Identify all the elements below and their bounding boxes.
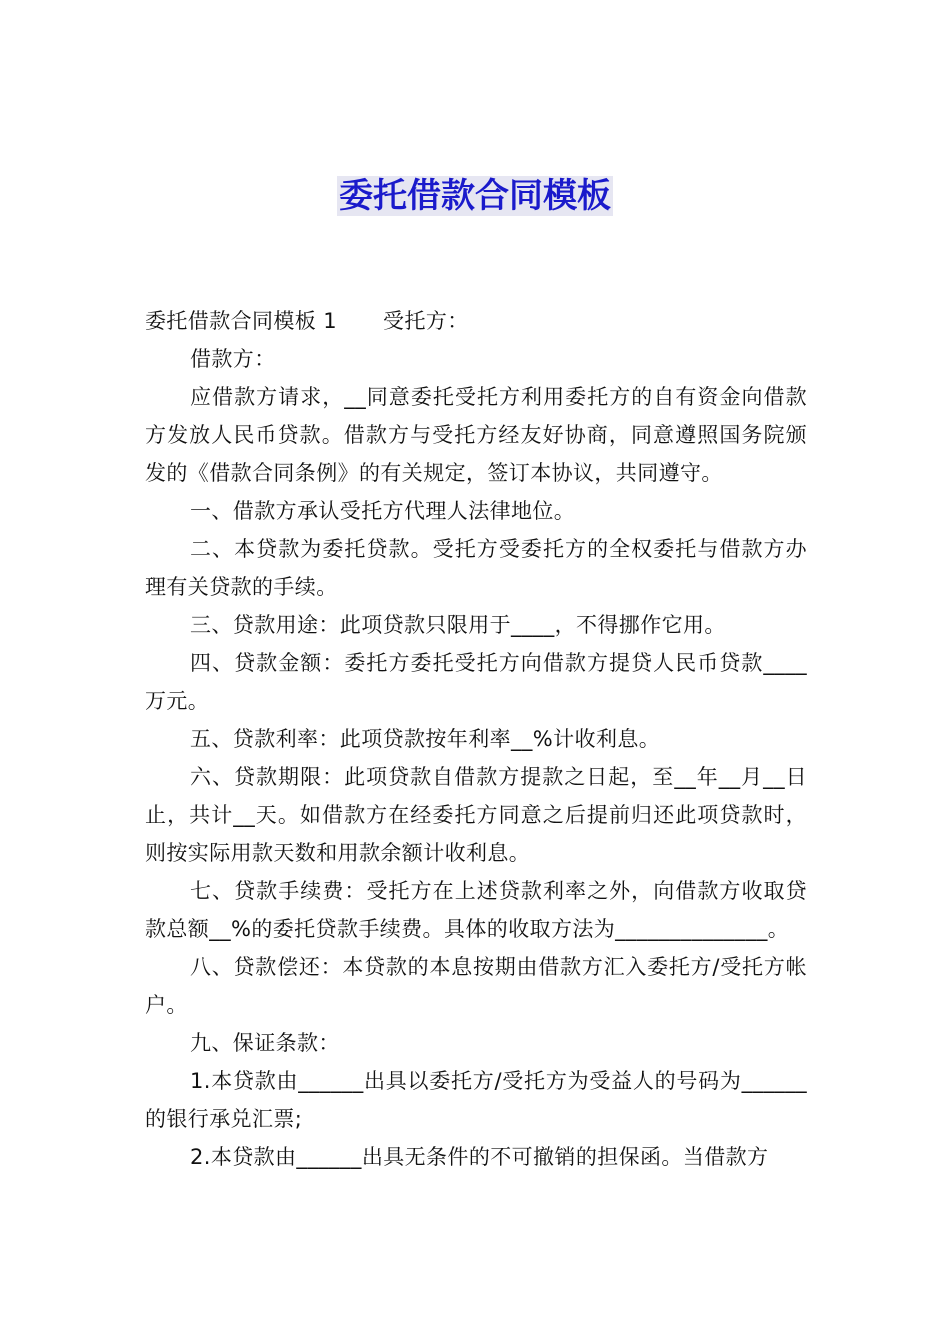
- intro-heading: 委托借款合同模板 1: [145, 309, 338, 333]
- document-title: [0, 172, 950, 220]
- clause-8: 八、贷款偿还：本贷款的本息按期由借款方汇入委托方/受托方帐户。: [145, 955, 807, 1017]
- paragraph-preamble: 应借款方请求，__同意委托受托方利用委托方的自有资金向借款方发放人民币贷款。借款方与受托方经友好协商，同意遵照国务院颁发的《借款合同条例》的有关规定，签订本协议，共同遵守。: [145, 385, 807, 485]
- clause-2: 二、本贷款为委托贷款。受托方受委托方的全权委托与借款方办理有关贷款的手续。: [145, 537, 807, 599]
- intro-label: 受托方：: [383, 309, 469, 333]
- clause-3: 三、贷款用途：此项贷款只限用于____，不得挪作它用。: [190, 613, 726, 637]
- clause-9-item-1: 1.本贷款由______出具以委托方/受托方为受益人的号码为______的银行承兑汇票;: [145, 1069, 807, 1131]
- clause-9-item-2: 2.本贷款由______出具无条件的不可撤销的担保函。当借款方: [190, 1145, 769, 1169]
- clause-7: 七、贷款手续费：受托方在上述贷款利率之外，向借款方收取贷款总额__%的委托贷款手续费。具体的收取方法为______________。: [145, 879, 807, 941]
- clause-9: 九、保证条款：: [190, 1031, 340, 1055]
- paragraph-borrower: 借款方：: [190, 347, 276, 371]
- clause-6: 六、贷款期限：此项贷款自借款方提款之日起，至__年__月__日止，共计__天。如借款方在经委托方同意之后提前归还此项贷款时，则按实际用款天数和用款余额计收利息。: [145, 765, 807, 865]
- clause-1: 一、借款方承认受托方代理人法律地位。: [190, 499, 576, 523]
- clause-4: 四、贷款金额：委托方委托受托方向借款方提贷人民币贷款____万元。: [145, 651, 807, 713]
- document-title-text: 委托借款合同模板: [339, 176, 611, 216]
- intro-line: [145, 302, 807, 340]
- document-body: [145, 302, 807, 1176]
- clause-5: 五、贷款利率：此项贷款按年利率__%计收利息。: [190, 727, 661, 751]
